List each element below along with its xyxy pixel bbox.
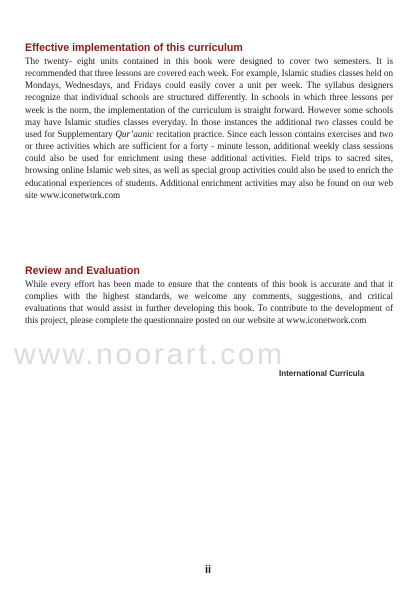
implementation-text-part-1: The twenty- eight units contained in this book were designed to cover two semesters. It is recommended that three lessons are covered each week. For example, Islamic studies classes held on Mondays, Wednesdays, and Fridays could easily cover a unit per week. The syllabus designers recognize that individual schools are structured differently. In schools in which three lessons per week is the norm, the implementation of the curriculum is straight forward. However some schools may have Islamic studies classes everyday. In those instances the additional two classes could be used for Supplementary (25, 56, 393, 139)
watermark: www.noorart.com (14, 338, 285, 371)
page-number: ii (204, 564, 212, 576)
section-body-review: While every effort has been made to ensure that the contents of this book is accurate and that it complies with the highest standards, we welcome any comments, suggestions, and critical evaluations that would assist in further developing this book. To contribute to the development of this project, please complete the questionnaire posted on our website at www.iconetwork.com (25, 279, 393, 326)
signature-international-curricula: International Curricula (279, 369, 365, 378)
quranic-term: Qur’aanic (115, 128, 154, 139)
implementation-text-part-2: recitation practice. Since each lesson contains exercises and two or three activities which are sufficient for a forty - minute lesson, additional weekly class sessions could also be used for enrichment using these additional activities. Field trips to sacred sites, browsing online Islamic web sites, as well as special group activities could also be used to enrich the educational experiences of students. Additional enrichment activities may also be found on our web site www.iconetwork.com (25, 128, 393, 200)
section-body-implementation (25, 55, 393, 201)
section-heading-review: Review and Evaluation (25, 265, 140, 277)
section-heading-implementation: Effective implementation of this curriculum (25, 42, 243, 54)
